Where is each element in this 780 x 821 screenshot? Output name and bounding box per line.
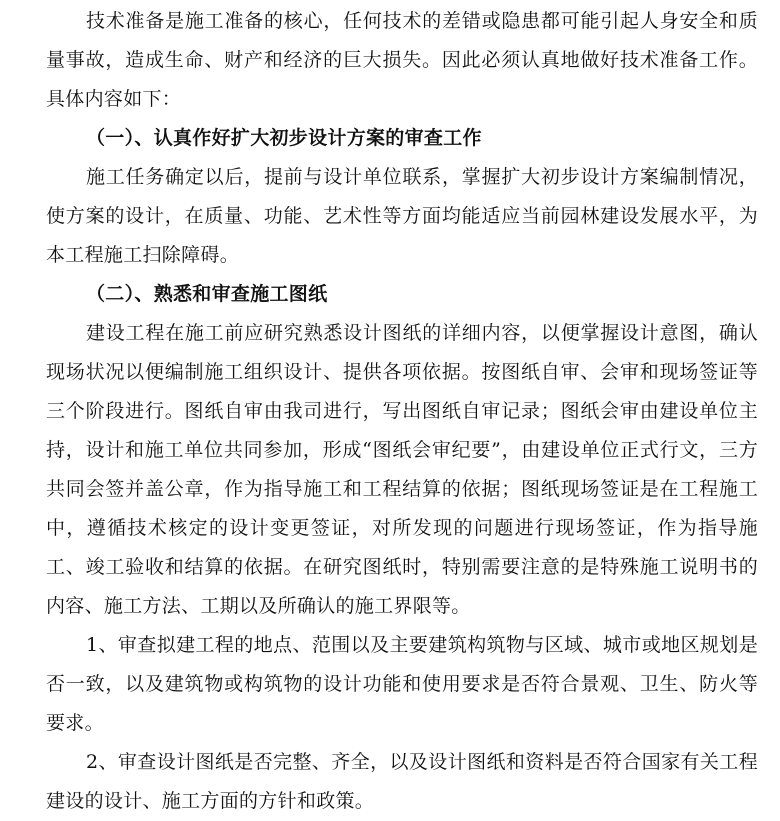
section-heading-1: （一）、认真作好扩大初步设计方案的审查工作 [86,127,482,149]
paragraph-item-2: 2、审查设计图纸是否完整、齐全，以及设计图纸和资料是否符合国家有关工程建设的设计、施工方面的方针和政策。 [46,751,758,812]
paragraph-drawing-review: 建设工程在施工前应研究熟悉设计图纸的详细内容，以便掌握设计意图，确认现场状况以便编制施工组织设计、提供各项依据。按图纸自审、会审和现场签证等三个阶段进行。图纸自审由我司进行，写出图纸自审记录；图纸会审由建设单位主持，设计和施工单位共同参加，形成“图纸会审纪要”，由建设单位正式行文，三方共同会签并盖公章，作为指导施工和工程结算的依据；图纸现场签证是在工程施工中，遵循技术核定的设计变更签证，对所发现的问题进行现场签证，作为指导施工、竣工验收和结算的依据。在研究图纸时，特别需要注意的是特殊施工说明书的内容、施工方法、工期以及所确认的施工界限等。 [46,322,758,617]
section-heading-2: （二）、熟悉和审查施工图纸 [86,283,328,305]
document-page [46,0,758,821]
paragraph-intro: 技术准备是施工准备的核心，任何技术的差错或隐患都可能引起人身安全和质量事故，造成生命、财产和经济的巨大损失。因此必须认真地做好技术准备工作。具体内容如下： [46,10,758,110]
paragraph-item-1: 1、审查拟建工程的地点、范围以及主要建筑构筑物与区域、城市或地区规划是否一致，以及建筑物或构筑物的设计功能和使用要求是否符合景观、卫生、防火等要求。 [46,634,758,734]
paragraph-design-review: 施工任务确定以后，提前与设计单位联系，掌握扩大初步设计方案编制情况，使方案的设计，在质量、功能、艺术性等方面均能适应当前园林建设发展水平，为本工程施工扫除障碍。 [46,166,758,266]
